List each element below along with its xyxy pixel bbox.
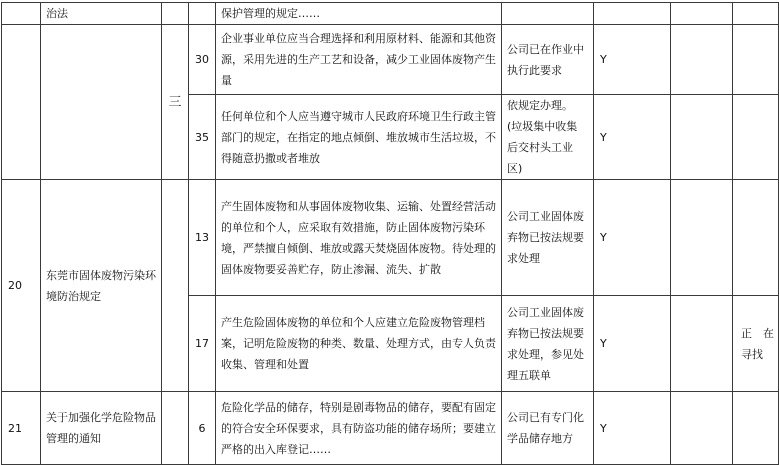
requirement-cell: 产生固体废物和从事固体废物收集、运输、处置经营活动的单位和个人，应采取有效措施，防止固体废物污染环境，严禁擅自倾倒、堆放或露天焚烧固体废物。待处理的固体废物要妥善贮存，防止渗漏、流失、扩散 bbox=[216, 180, 502, 296]
article-char-cell bbox=[162, 392, 189, 465]
compliance-cell: Y bbox=[594, 25, 671, 95]
seq-cell: 20 bbox=[2, 180, 41, 392]
blank-cell bbox=[671, 296, 733, 392]
table-row bbox=[2, 180, 779, 296]
status-cell: 依规定办理。(垃圾集中收集后交村头工业区) bbox=[502, 95, 594, 180]
remark-cell bbox=[733, 180, 779, 296]
blank-cell bbox=[671, 392, 733, 465]
blank-cell bbox=[671, 95, 733, 180]
seq-cell: 21 bbox=[2, 392, 41, 465]
blank-cell bbox=[671, 25, 733, 95]
regulation-compliance-table bbox=[1, 2, 779, 465]
article-char-cell bbox=[162, 3, 189, 25]
law-cell bbox=[41, 25, 162, 180]
article-char-cell: 三 bbox=[162, 25, 189, 180]
remark-cell: 正 在寻找 bbox=[733, 296, 779, 392]
blank-cell bbox=[671, 3, 733, 25]
article-no-cell: 35 bbox=[189, 95, 216, 180]
seq-cell bbox=[2, 3, 41, 25]
seq-cell bbox=[2, 25, 41, 180]
requirement-cell: 危险化学品的储存，特别是剧毒物品的储存，要配有固定的符合安全环保要求，具有防盗功能的储存场所；要建立严格的出入库登记…… bbox=[216, 392, 502, 465]
requirement-cell: 产生危险固体废物的单位和个人应建立危险废物管理档案，记明危险废物的种类、数量、处理方式，由专人负责收集、管理和处置 bbox=[216, 296, 502, 392]
remark-cell bbox=[733, 95, 779, 180]
requirement-cell: 任何单位和个人应当遵守城市人民政府环境卫生行政主管部门的规定，在指定的地点倾倒、堆放城市生活垃圾，不得随意扔撒或者堆放 bbox=[216, 95, 502, 180]
remark-cell bbox=[733, 3, 779, 25]
law-cell: 东莞市固体废物污染环境防治规定 bbox=[41, 180, 162, 392]
status-cell: 公司已在作业中执行此要求 bbox=[502, 25, 594, 95]
blank-cell bbox=[671, 180, 733, 296]
article-char-cell bbox=[162, 180, 189, 392]
requirement-cell: 保护管理的规定…… bbox=[216, 3, 502, 25]
table-row bbox=[2, 392, 779, 465]
article-no-cell: 30 bbox=[189, 25, 216, 95]
article-no-cell: 17 bbox=[189, 296, 216, 392]
compliance-cell: Y bbox=[594, 95, 671, 180]
status-cell: 公司已有专门化学品储存地方 bbox=[502, 392, 594, 465]
status-cell: 公司工业固体废弃物已按法规要求处理，参见处理五联单 bbox=[502, 296, 594, 392]
remark-cell bbox=[733, 25, 779, 95]
table-row bbox=[2, 3, 779, 25]
status-cell bbox=[502, 3, 594, 25]
law-cell: 治法 bbox=[41, 3, 162, 25]
article-no-cell: 13 bbox=[189, 180, 216, 296]
compliance-cell: Y bbox=[594, 180, 671, 296]
compliance-cell bbox=[594, 3, 671, 25]
compliance-cell: Y bbox=[594, 392, 671, 465]
status-cell: 公司工业固体废弃物已按法规要求处理 bbox=[502, 180, 594, 296]
table-row bbox=[2, 25, 779, 95]
remark-cell bbox=[733, 392, 779, 465]
article-no-cell: 6 bbox=[189, 392, 216, 465]
compliance-cell: Y bbox=[594, 296, 671, 392]
law-cell: 关于加强化学危险物品管理的通知 bbox=[41, 392, 162, 465]
requirement-cell: 企业事业单位应当合理选择和利用原材料、能源和其他资源，采用先进的生产工艺和设备，减少工业固体废物产生量 bbox=[216, 25, 502, 95]
article-no-cell bbox=[189, 3, 216, 25]
